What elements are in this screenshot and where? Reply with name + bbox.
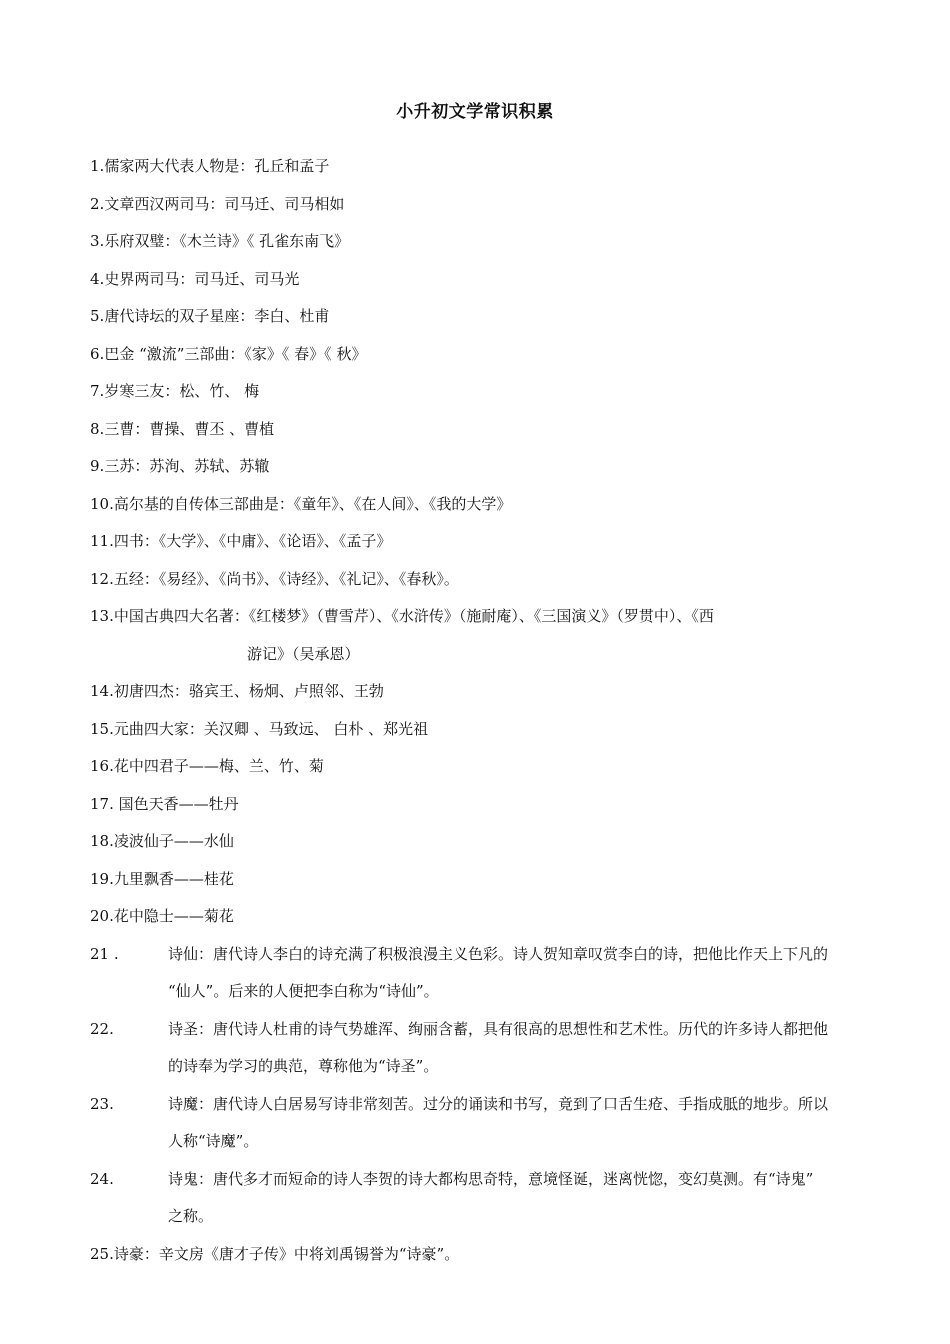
item-number: 18. <box>90 832 114 850</box>
list-item <box>90 1236 870 1274</box>
item-text: 高尔基的自传体三部曲是：《童年》、《在人间》、《我的大学》 <box>113 494 512 513</box>
item-number: 21 . <box>90 944 119 963</box>
list-item <box>90 598 870 673</box>
item-text: 唐代诗坛的双子星座：李白、杜甫 <box>104 307 330 325</box>
list-item <box>90 336 870 374</box>
item-text: 凌波仙子——水仙 <box>113 832 234 850</box>
item-text: 巴金 “激流”三部曲：《家》《 春》《 秋》 <box>104 344 367 363</box>
list-item <box>90 898 870 936</box>
list-item <box>90 748 870 786</box>
item-text: 四书：《大学》、《中庸》、《论语》、《孟子》 <box>113 532 392 550</box>
item-text: 诗仙：唐代诗人李白的诗充满了积极浪漫主义色彩。诗人贺知章叹赏李白的诗，把他比作天上下凡的 <box>168 944 829 963</box>
list-item <box>90 486 870 524</box>
item-number: 3. <box>90 232 105 250</box>
list-item <box>90 786 870 824</box>
list-item <box>90 861 870 899</box>
item-text: 中国古典四大名著：《红楼梦》（曹雪芹）、《水浒传》（施耐庵）、《三国演义》（罗贯中）、《西 <box>113 607 714 625</box>
item-text: 文章西汉两司马：司马迁、司马相如 <box>104 194 345 213</box>
item-text: 诗魔：唐代诗人白居易写诗非常刻苦。过分的诵读和书写，竟到了口舌生疮、手指成胝的地步。所以 <box>168 1094 829 1113</box>
item-text: 元曲四大家：关汉卿 、马致远、 白朴 、郑光祖 <box>113 719 429 738</box>
item-number: 10. <box>90 494 114 513</box>
item-text: 史界两司马：司马迁、司马光 <box>104 269 300 288</box>
list-item <box>90 298 870 336</box>
list-item <box>90 411 870 449</box>
item-text-continuation: 游记》（吴承恩） <box>247 644 360 663</box>
item-text: 五经：《易经》、《尚书》、《诗经》、《礼记》、《春秋》。 <box>113 569 459 588</box>
list-item <box>90 523 870 561</box>
item-text: 九里飘香——桂花 <box>113 869 234 888</box>
item-number: 2. <box>90 194 105 213</box>
item-text-continuation: 人称“诗魔”。 <box>168 1132 259 1150</box>
item-number: 14. <box>90 682 114 700</box>
item-number: 24. <box>90 1169 114 1188</box>
list-item <box>90 186 870 224</box>
list-item <box>90 448 870 486</box>
item-number: 20. <box>90 907 114 925</box>
list-item <box>90 148 870 186</box>
list-item <box>90 223 870 261</box>
item-number: 1. <box>90 157 105 175</box>
page-title: 小升初文学常识积累 <box>396 102 554 122</box>
item-text: 初唐四杰：骆宾王、杨炯、卢照邻、王勃 <box>113 682 384 700</box>
item-number: 25. <box>90 1244 114 1263</box>
item-text-continuation: “仙人”。后来的人便把李白称为“诗仙”。 <box>168 982 439 1000</box>
list-item <box>90 673 870 711</box>
item-number: 4. <box>90 269 105 288</box>
item-number: 19. <box>90 869 114 888</box>
item-number: 8. <box>90 419 105 438</box>
item-number: 15. <box>90 719 114 738</box>
item-number: 6. <box>90 344 105 363</box>
item-text: 诗豪：辛文房《唐才子传》中将刘禹锡誉为“诗豪”。 <box>113 1244 460 1263</box>
item-text: 岁寒三友：松、竹、 梅 <box>104 382 260 400</box>
item-number: 23. <box>90 1094 114 1113</box>
item-text: 花中四君子——梅、兰、竹、菊 <box>113 757 324 775</box>
item-number: 12. <box>90 569 114 588</box>
list-item <box>90 261 870 299</box>
item-number: 17. <box>90 794 114 813</box>
item-number: 16. <box>90 757 114 775</box>
item-text: 诗鬼：唐代多才而短命的诗人李贺的诗大都构思奇特，意境怪诞，迷离恍惚，变幻莫测。有“诗鬼” <box>168 1169 814 1188</box>
item-text: 三曹：曹操、曹丕 、曹植 <box>104 419 275 438</box>
item-text: 三苏：苏洵、苏轼、苏辙 <box>104 457 270 475</box>
list-item <box>90 711 870 749</box>
item-text: 儒家两大代表人物是：孔丘和孟子 <box>104 157 330 175</box>
item-number: 9. <box>90 457 105 475</box>
list-item <box>90 1161 870 1236</box>
item-text: 国色天香——牡丹 <box>113 794 239 813</box>
list-item <box>90 1086 870 1161</box>
item-text-continuation: 之称。 <box>168 1207 214 1225</box>
list-item <box>90 1011 870 1086</box>
item-number: 22. <box>90 1019 114 1038</box>
item-number: 11. <box>90 532 114 550</box>
item-number: 7. <box>90 382 105 400</box>
item-number: 5. <box>90 307 105 325</box>
list-item <box>90 373 870 411</box>
item-number: 13. <box>90 607 114 625</box>
list-item <box>90 561 870 599</box>
list-item <box>90 936 870 1011</box>
list-item <box>90 823 870 861</box>
item-text: 花中隐士——菊花 <box>113 907 234 925</box>
item-text: 乐府双璧：《木兰诗》《 孔雀东南飞》 <box>104 232 350 250</box>
item-text-continuation: 的诗奉为学习的典范，尊称他为“诗圣”。 <box>168 1057 439 1075</box>
knowledge-list <box>90 148 870 1273</box>
item-text: 诗圣：唐代诗人杜甫的诗气势雄浑、绚丽含蓄，具有很高的思想性和艺术性。历代的许多诗人都把他 <box>168 1019 829 1038</box>
